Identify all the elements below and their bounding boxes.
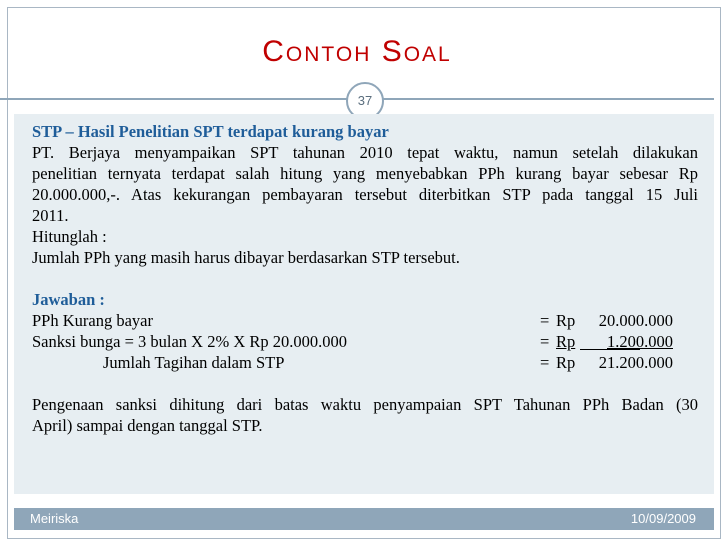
footer-bar xyxy=(14,508,714,530)
paragraph-line: 2011. xyxy=(32,206,69,225)
calc-amount: 1.200.000 xyxy=(607,332,673,351)
closing-line: April) sampai dengan tanggal STP. xyxy=(32,416,263,435)
calc-amount: 20.000.000 xyxy=(598,311,673,330)
slide-body xyxy=(32,121,698,436)
calc-label: Sanksi bunga = 3 bulan X 2% X Rp 20.000.000 xyxy=(32,332,347,351)
calc-label: PPh Kurang bayar xyxy=(32,311,153,330)
calc-total-row xyxy=(32,352,698,373)
answer-heading: Jawaban : xyxy=(32,290,105,309)
paragraph-line: PT. Berjaya menyampaikan SPT tahunan 2010 tepat waktu, namun setelah dilakukan xyxy=(32,143,698,162)
problem-heading: STP – Hasil Penelitian SPT terdapat kurang bayar xyxy=(32,122,389,141)
calc-row xyxy=(32,331,698,352)
calc-equals: = xyxy=(540,353,550,372)
paragraph-line: 20.000.000,-. Atas kekurangan pembayaran tersebut diterbitkan STP pada tanggal 15 Juli xyxy=(32,185,698,204)
calc-currency: Rp xyxy=(556,311,576,330)
closing-line: Pengenaan sanksi dihitung dari batas waktu penyampaian SPT Tahunan PPh Badan (30 xyxy=(32,395,698,414)
footer-date: 10/09/2009 xyxy=(630,511,696,526)
calc-row xyxy=(32,310,698,331)
calc-label: Jumlah Tagihan dalam STP xyxy=(103,353,285,372)
paragraph-line: penelitian ternyata terdapat salah hitung yang menyebabkan PPh kurang bayar sebesar Rp xyxy=(32,164,698,183)
footer-author: Meiriska xyxy=(30,511,79,526)
calc-currency: Rp xyxy=(556,353,576,372)
calc-currency: Rp xyxy=(556,332,576,351)
slide-title: Contoh Soal xyxy=(262,35,452,68)
page-number-badge: 37 xyxy=(346,82,384,120)
calc-equals: = xyxy=(540,332,550,351)
calc-equals: = xyxy=(540,311,550,330)
calc-amount: 21.200.000 xyxy=(598,353,673,372)
instruction-text: Hitunglah : xyxy=(32,227,107,246)
question-text: Jumlah PPh yang masih harus dibayar berdasarkan STP tersebut. xyxy=(32,248,460,267)
